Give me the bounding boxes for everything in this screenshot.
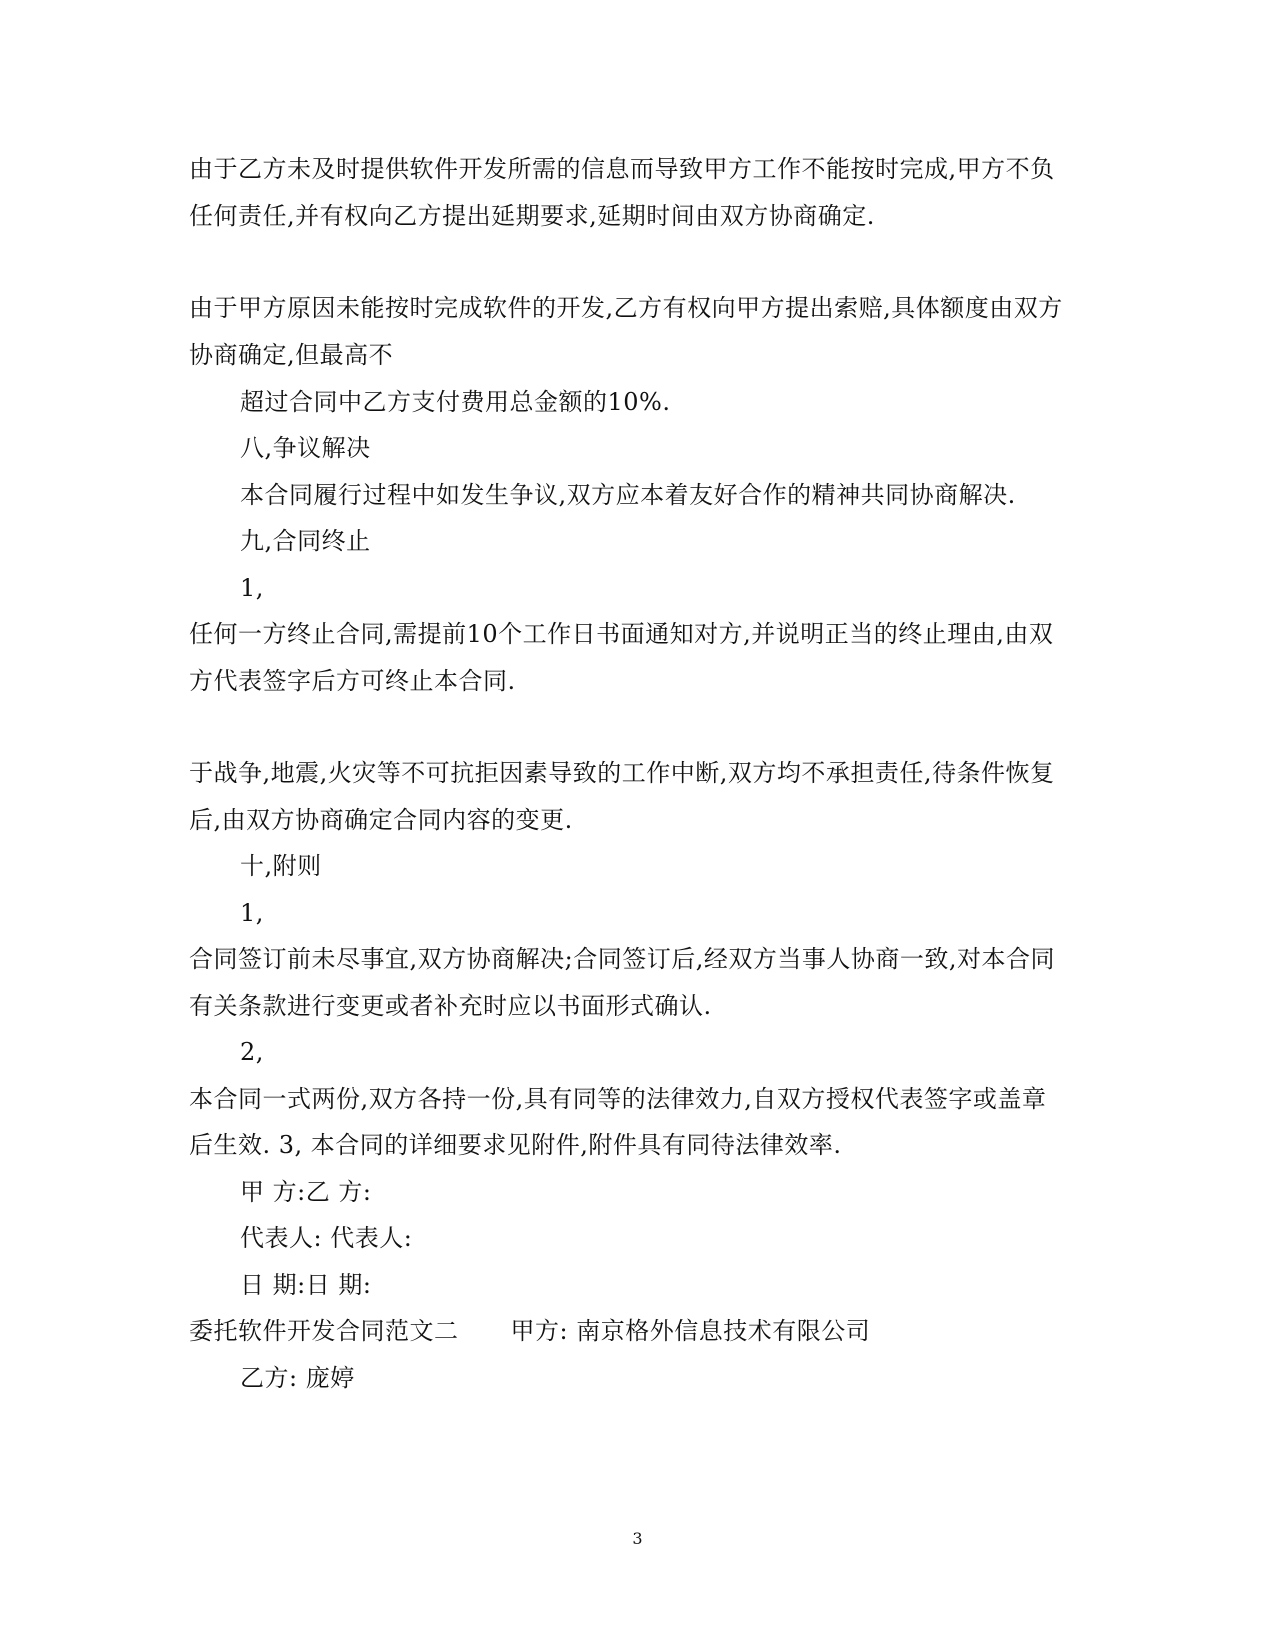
body-text-line: 由于乙方未及时提供软件开发所需的信息而导致甲方工作不能按时完成,甲方不负 — [189, 155, 1055, 183]
body-text-line: 方代表签字后方可终止本合同. — [189, 667, 516, 695]
clause-number: 1, — [240, 899, 264, 927]
body-text-line: 合同签订前未尽事宜,双方协商解决;合同签订后,经双方当事人协商一致,对本合同 — [189, 945, 1055, 973]
body-text-line: 任何责任,并有权向乙方提出延期要求,延期时间由双方协商确定. — [189, 202, 875, 230]
body-text-line: 本合同一式两份,双方各持一份,具有同等的法律效力,自双方授权代表签字或盖章 — [189, 1085, 1047, 1113]
signature-party-line: 甲 方:乙 方: — [240, 1178, 372, 1206]
section-heading-dispute: 八,争议解决 — [240, 434, 371, 462]
clause-number: 2, — [240, 1038, 264, 1066]
body-text-line: 任何一方终止合同,需提前10个工作日书面通知对方,并说明正当的终止理由,由双 — [189, 620, 1054, 648]
party-a-name: 甲方: 南京格外信息技术有限公司 — [510, 1317, 871, 1345]
body-text-line: 超过合同中乙方支付费用总金额的10%. — [240, 388, 671, 416]
page-number: 3 — [632, 1529, 643, 1548]
signature-date-line: 日 期:日 期: — [240, 1271, 372, 1299]
clause-number: 1, — [240, 574, 264, 602]
second-contract-title: 委托软件开发合同范文二 — [189, 1317, 459, 1345]
second-contract-line — [189, 1316, 870, 1346]
body-text-line: 本合同履行过程中如发生争议,双方应本着友好合作的精神共同协商解决. — [240, 481, 1016, 509]
party-b-name: 乙方: 庞婷 — [240, 1364, 355, 1392]
body-text-line: 有关条款进行变更或者补充时应以书面形式确认. — [189, 992, 712, 1020]
body-text-line: 协商确定,但最高不 — [189, 341, 394, 369]
section-heading-termination: 九,合同终止 — [240, 527, 371, 555]
body-text-line: 后,由双方协商确定合同内容的变更. — [189, 806, 573, 834]
signature-representative-line: 代表人: 代表人: — [240, 1224, 413, 1252]
body-text-line: 于战争,地震,火灾等不可抗拒因素导致的工作中断,双方均不承担责任,待条件恢复 — [189, 759, 1055, 787]
body-text-line: 由于甲方原因未能按时完成软件的开发,乙方有权向甲方提出索赔,具体额度由双方 — [189, 294, 1063, 322]
body-text-line: 后生效. 3, 本合同的详细要求见附件,附件具有同待法律效率. — [189, 1131, 842, 1159]
section-heading-appendix: 十,附则 — [240, 852, 322, 880]
